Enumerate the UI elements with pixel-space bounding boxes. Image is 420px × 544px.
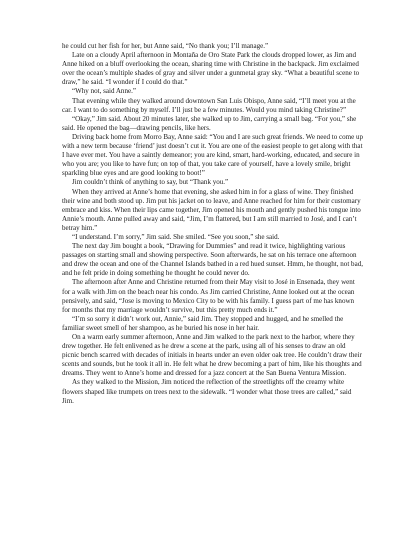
paragraph-8: When they arrived at Anne’s home that evening, she asked him in for a glass of wine. They finished their wine and both stood up. Jim put his jacket on to leave, and Anne reached for him for their customary embrace and kiss. When their lips came together, Jim opened his mouth and gently pushed his tongue into Annie’s mouth. Anne pulled away and said, “Jim, I’m flattered, but I am still married to José, and I can’t betray him.” [62,187,361,232]
paragraph-4: That evening while they walked around downtown San Luis Obispo, Anne said, “I’ll meet you at the car. I want to do something by myself. I’ll just be a few minutes. Would you mind taking Christine?” [62,96,356,114]
document-page [62,42,364,406]
paragraph-2: Late on a cloudy April afternoon in Montaña de Oro State Park the clouds dropped lower, as Jim and Anne hiked on a bluff overlooking the ocean, sharing time with Christine in the backpack. Jim exclaimed over the ocean’s multiple shades of gray and silver under a gunmetal gray sky. “What a beautiful scene to draw,” he said. “I wonder if I could do that.” [62,51,360,87]
paragraph-14: As they walked to the Mission, Jim noticed the reflection of the streetlights off the creamy white flowers shaped like trumpets on trees next to the sidewalk. “I wonder what those trees are called,” said Jim. [62,378,352,405]
paragraph-6: Driving back home from Morro Bay, Anne said: “You and I are such great friends. We need to come up with a new term because ‘friend’ just doesn’t cut it. You are one of the easiest people to get along with that I have ever met. You have a saintly demeanor; you are kind, smart, hard-working, educated, and secure in who you are; you like to have fun; on top of that, you take care of yourself, have a lovely smile, bright sparkling blue eyes and are good looking to boot!” [62,132,364,178]
paragraph-3: “Why not, said Anne.” [72,87,136,96]
paragraph-1: he could cut her fish for her, but Anne said, “No thank you; I’ll manage.” [62,42,269,50]
paragraph-11: The afternoon after Anne and Christine returned from their May visit to José in Ensenada, they went for a walk with Jim on the beach near his condo. As Jim carried Christine, Anne looked out at the ocean pensively, and said, “Jose is moving to Mexico City to be with his family. I guess part of me has known for months that my marriage wouldn’t survive, but this pretty much ends it.” [62,278,355,314]
paragraph-9: “I understand. I’m sorry,” Jim said. She smiled. “See you soon,” she said. [72,232,280,241]
paragraph-12: “I’m so sorry it didn’t work out, Annie,” said Jim. They stopped and hugged, and he smelled the familiar sweet smell of her shampoo, as he buried his nose in her hair. [62,314,344,332]
paragraph-10: The next day Jim bought a book, “Drawing for Dummies” and read it twice, highlighting various passages on starting small and showing perspective. Soon afterwards, he sat on his terrace one afternoon and drew the ocean and one of the Channel Islands bathed in a red hued sunset. Hmm, he thought, not bad, and he felt pride in doing something he thought he could never do. [62,242,363,278]
paragraph-7: Jim couldn’t think of anything to say, but “Thank you.” [72,178,229,187]
paragraph-13: On a warm early summer afternoon, Anne and Jim walked to the park next to the harbor, where they drew together. He felt enlivened as he drew a scene at the park, using all of his senses to draw an old picnic bench scarred with decades of initials in hearts under an even older oak tree. He couldn’t draw their scents and sounds, but he took it all in. He felt what he drew becoming a part of him, like his thoughts and dreams. They went to Anne’s home and dressed for a jazz concert at the San Buena Ventura Mission. [62,333,362,378]
paragraph-5: “Okay,” Jim said. About 20 minutes later, she walked up to Jim, carrying a small bag. “For you,” she said. He opened the bag—drawing pencils, like hers. [62,114,357,132]
